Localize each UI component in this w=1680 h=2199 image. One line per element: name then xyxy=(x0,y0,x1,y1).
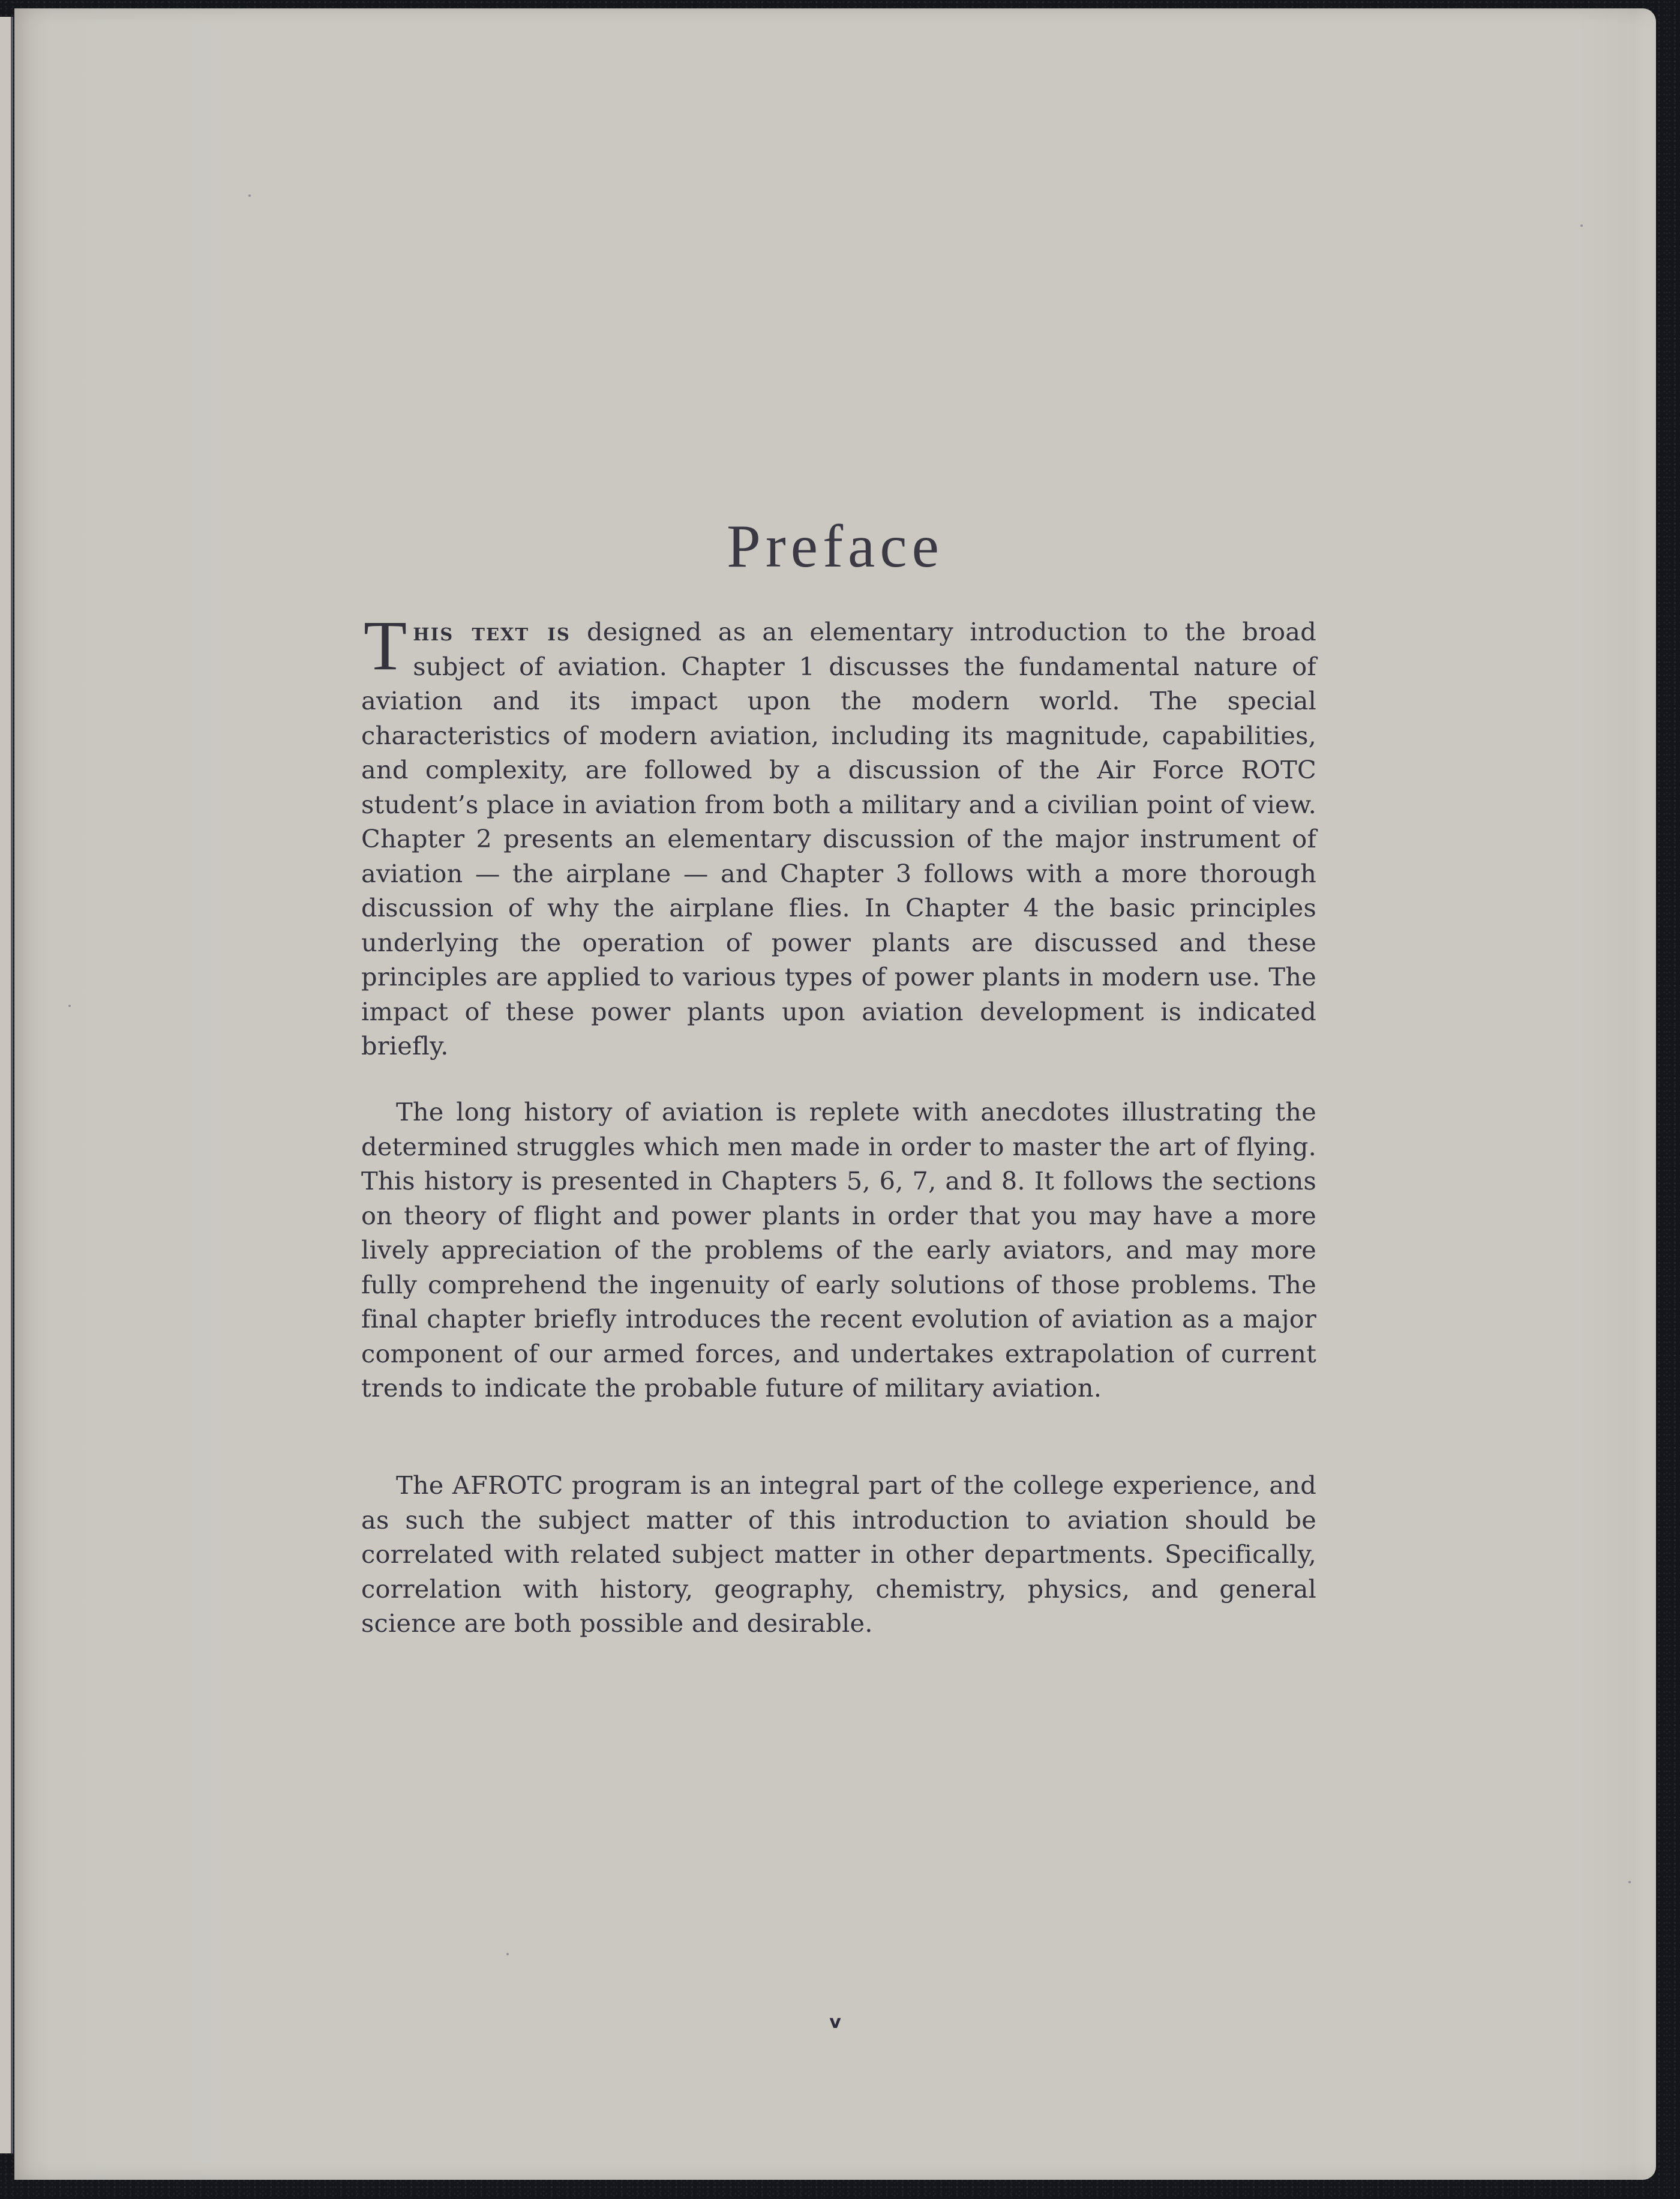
drop-cap: T xyxy=(364,606,407,685)
paragraph-2: The long history of aviation is replete with anecdotes illustrating the determined struggles which men made in order to master the art of flying. This history is presented in Chapters 5, 6, 7, and 8. It follows the sections on theory of flight and power plants in order that you may have a more lively appreciation of the problems of the early aviators, and may more fully comprehend the ingenuity of early solutions of those problems. The final chapter briefly introduces the recent evolution of aviation as a major component of our armed forces, and undertakes extrapolation of current trends to indicate the probable future of military aviation. xyxy=(361,1097,1316,1403)
paper-speck xyxy=(248,194,251,197)
page-title: Preface xyxy=(727,513,944,580)
left-page-edge xyxy=(0,17,13,2153)
paper-speck xyxy=(1628,1881,1631,1883)
paragraph-3: The AFROTC program is an integral part of the college experience, and as such the subject matter of this introduction to aviation should be correlated with related subject matter in other departments. Specifically, correlation with history, geography, chemistry, physics, and general science are both possible and desirable. xyxy=(361,1470,1316,1638)
paper-speck xyxy=(1580,224,1583,227)
lead-small-caps: his text is xyxy=(413,617,571,646)
page-number: v xyxy=(829,2012,841,2033)
paragraph-1 xyxy=(361,606,1317,1063)
book-page xyxy=(14,8,1656,2180)
paragraph-1-text: designed as an elementary introduction to the broad subject of aviation. Chapter 1 discusses the fundamental nature of aviation and its impact upon the modern world. The special characteristics of modern aviation, including its magnitude, capabilities, and complexity, are followed by a discussion of the Air Force ROTC student’s place in aviation from both a military and a civilian point of view. Chapter 2 presents an elementary discussion of the major instrument of aviation — the airplane — and Chapter 3 follows with a more thorough discussion of why the airplane flies. In Chapter 4 the basic principles underlying the operation of power plants are discussed and these principles are applied to various types of power plants in modern use. The impact of these power plants upon aviation development is indicated briefly. xyxy=(361,617,1317,1060)
paper-speck xyxy=(68,1005,71,1007)
paper-speck xyxy=(506,1953,509,1955)
